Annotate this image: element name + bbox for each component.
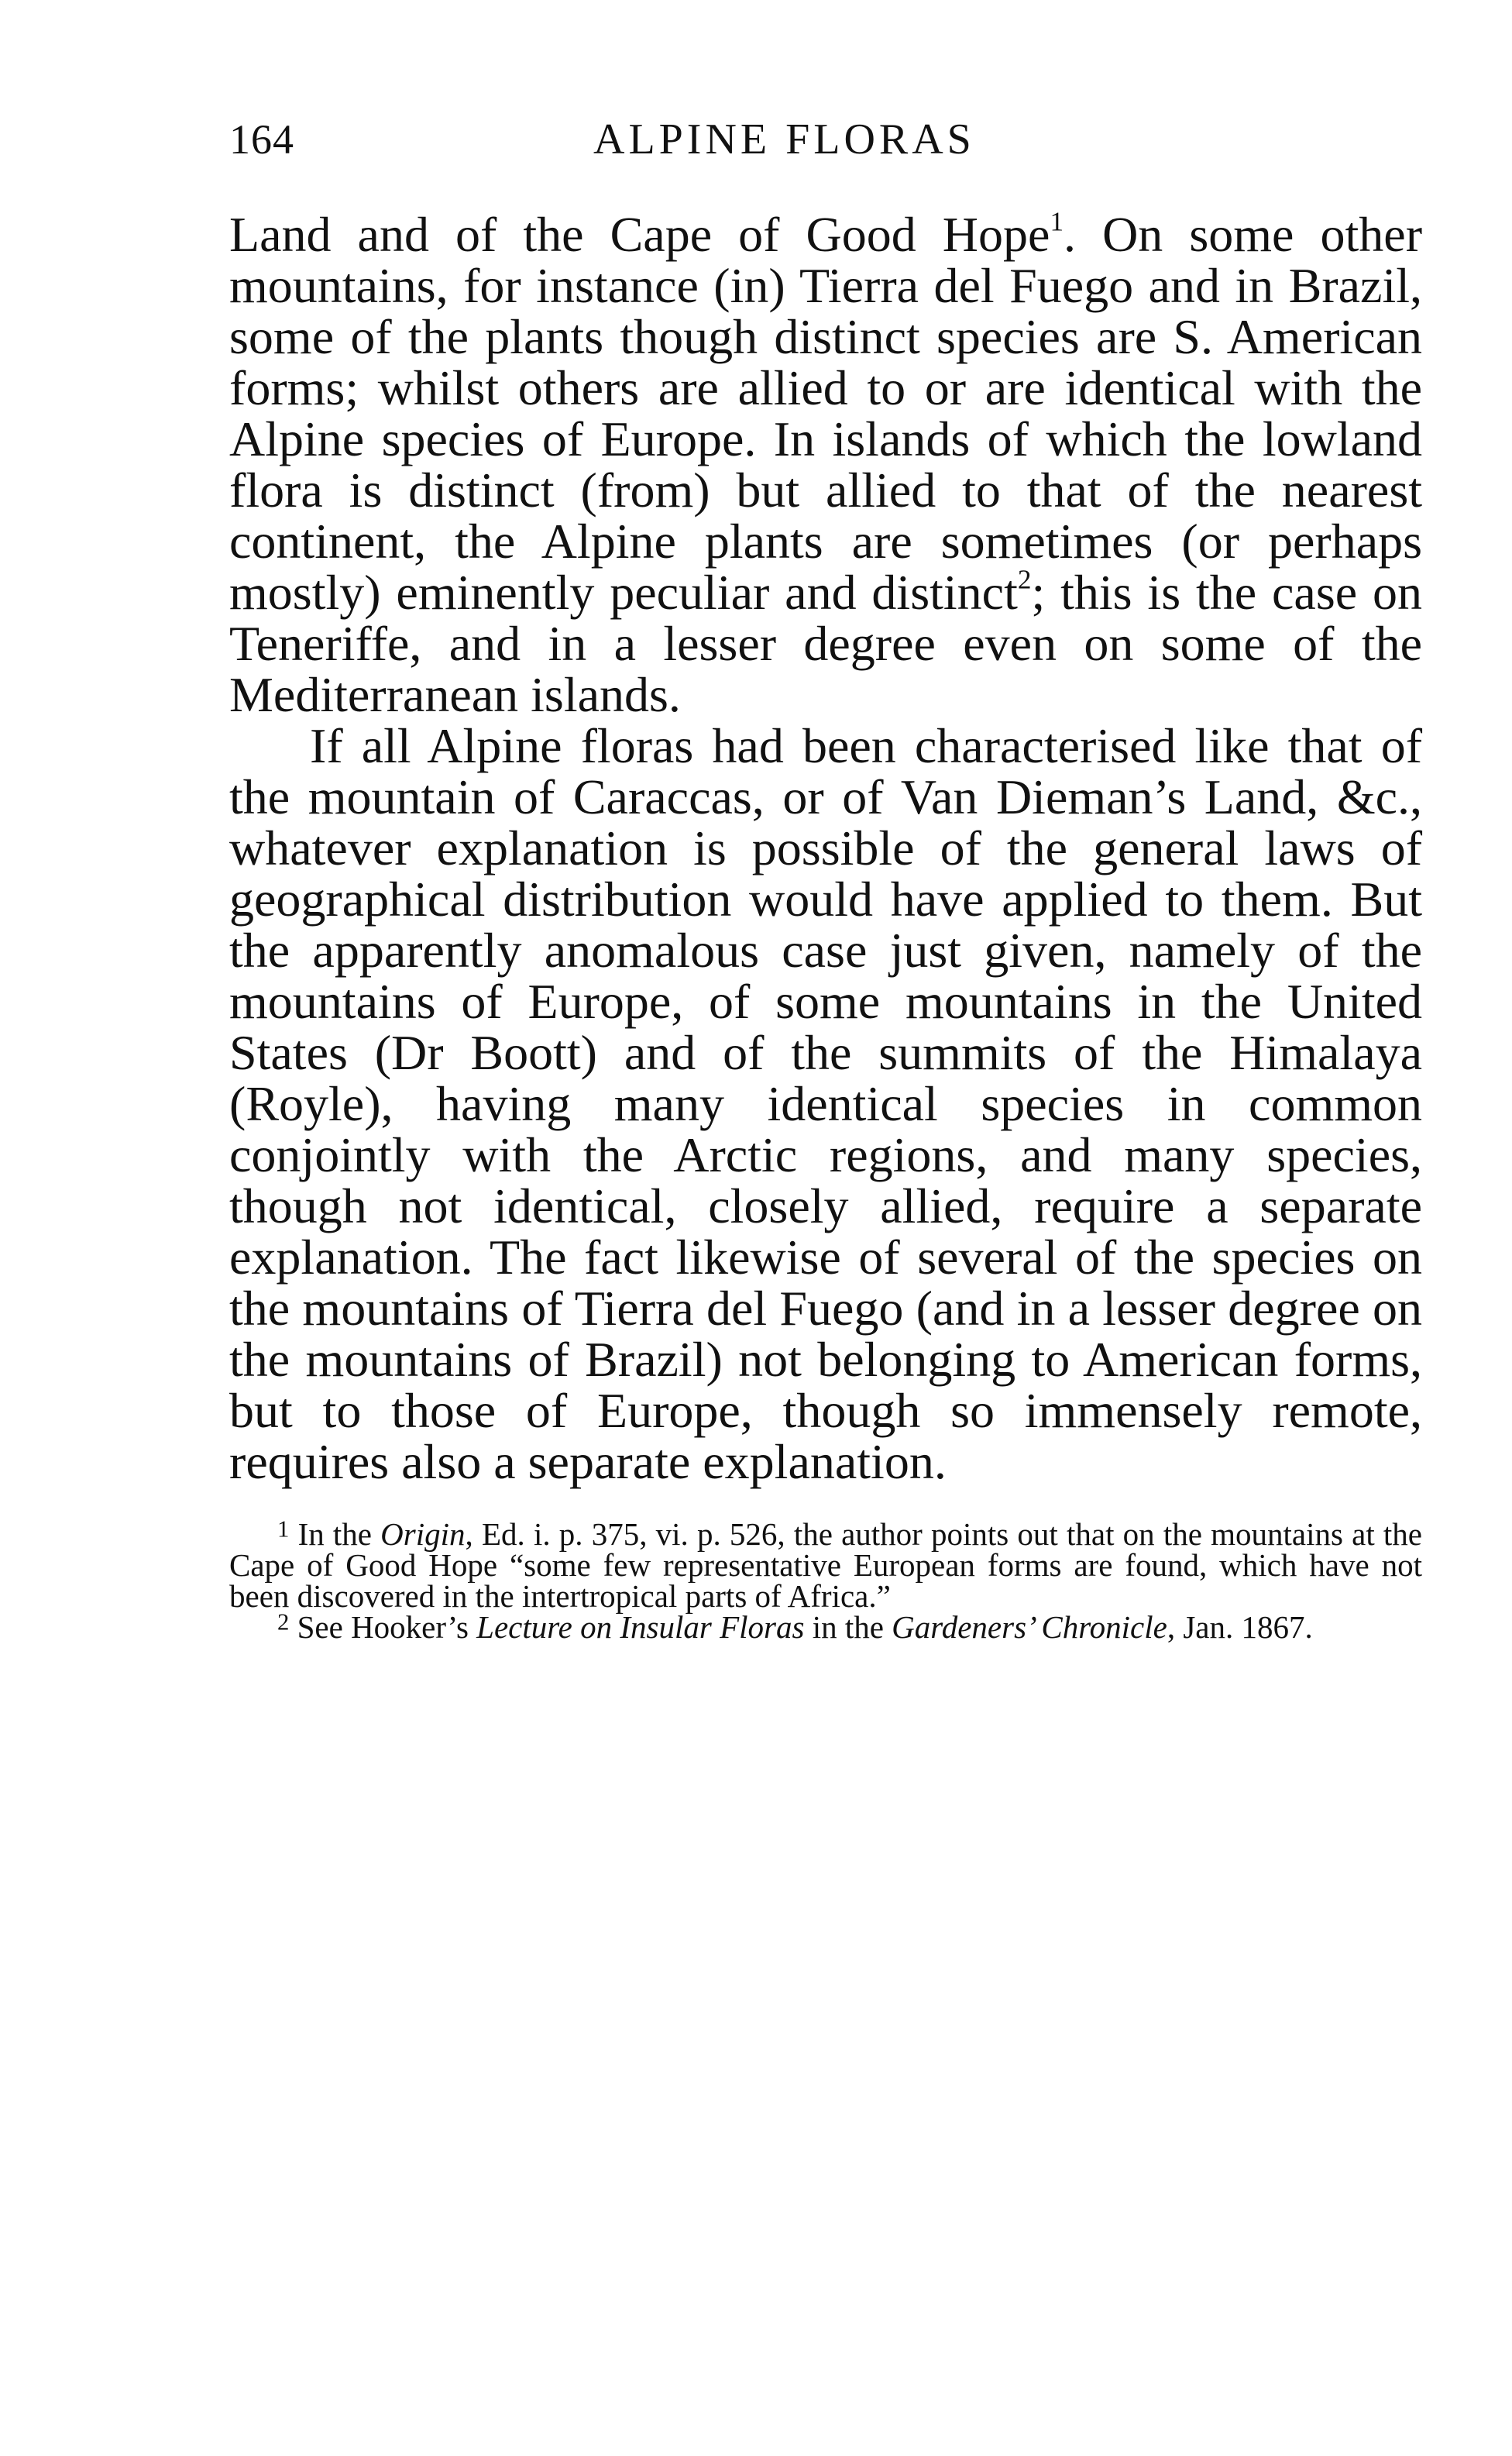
footnote-2-italic-b: Gardeners’ Chronicle: [892, 1609, 1167, 1645]
footnote-1: [229, 1515, 1422, 1614]
footnote-2-text-b: in the: [804, 1609, 892, 1645]
footnote-1-italic: Origin: [380, 1516, 466, 1552]
footnote-ref-1: 1: [1050, 206, 1064, 237]
book-page: [229, 108, 1423, 1645]
body-text: [229, 206, 1423, 1489]
paragraph-2: If all Alpine floras had been characterised like that of the mountain of Caraccas, or of Van Dieman’s Land, &c., whatever explanation is possible of the general laws of geographical distribution would have applied to them. But the apparently anomalous case just given, namely of the mountains of Europe, of some mountains in the United States (Dr Boott) and of the summits of the Himalaya (Royle), having many identical species in common conjointly with the Arctic regions, and many species, though not identical, closely allied, require a separate explanation. The fact likewise of several of the species on the mountains of Tierra del Fuego (and in a lesser degree on the mountains of Brazil) not belonging to American forms, but to those of Europe, though so immensely remote, requires also a separate explanation.: [229, 718, 1422, 1489]
footnote-ref-2: 2: [1017, 564, 1032, 595]
footnote-1-text-a: In the: [297, 1516, 381, 1552]
footnote-2-text-c: , Jan. 1867.: [1167, 1609, 1313, 1645]
paragraph-1-text-c: ; this is the case on Teneriffe, and in a lesser degree even on some of the Mediterranean islands.: [229, 565, 1423, 722]
running-head: ALPINE FLORAS: [593, 115, 975, 163]
paragraph-1: [229, 206, 1423, 722]
footnote-2-italic-a: Lecture on Insular Floras: [476, 1609, 805, 1645]
footnote-1-marker: 1: [277, 1515, 290, 1543]
paragraph-1-text-b: . On some other mountains, for instance (in) Tierra del Fuego and in Brazil, some of the plants though distinct species are S. American forms; whilst others are allied to or are identical with the Alpine species of Europe. In islands of which the lowland flora is distinct (from) but allied to that of the nearest continent, the Alpine plants are sometimes (or perhaps mostly) eminently peculiar and distinct: [229, 207, 1423, 620]
page-number: 164: [229, 116, 294, 163]
paragraph-1-text-a: Land and of the Cape of Good Hope: [229, 207, 1050, 262]
footnotes: [229, 1515, 1422, 1645]
footnote-2: [229, 1608, 1422, 1645]
page-header: [229, 108, 1422, 170]
footnote-1-text-b: , Ed. i. p. 375, vi. p. 526, the author points out that on the mountains at the Cape of Good Hope “some few representative European forms are found, which have not been discovered in the intertropical parts of Africa.”: [229, 1516, 1422, 1614]
footnote-2-text-a: See Hooker’s: [297, 1609, 477, 1645]
footnote-2-marker: 2: [277, 1608, 290, 1636]
